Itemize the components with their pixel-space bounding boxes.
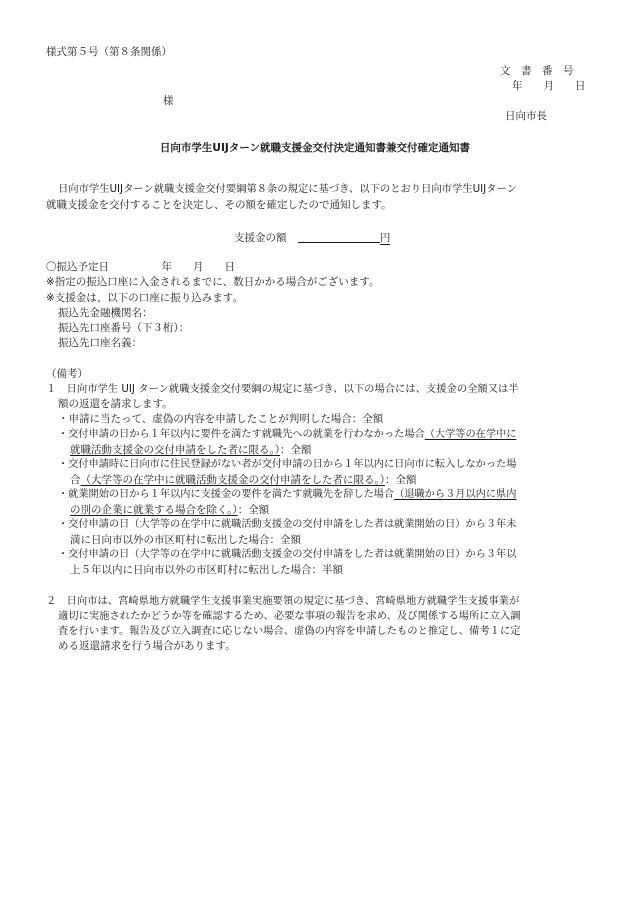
remark-bullet-3-line-1: ・交付申請時に日向市に住民登録がない者が交付申請の日から１年以内に日向市に転入しなかった場 bbox=[58, 459, 517, 470]
recipient-suffix: 様 bbox=[163, 95, 174, 107]
bullet-4-condition: （退職から３月以内に県内 bbox=[394, 489, 517, 500]
remark-bullet-4-line-1 bbox=[58, 488, 516, 502]
amount-blank bbox=[298, 230, 380, 243]
issuer-name: 日向市長 bbox=[505, 110, 547, 122]
form-number: 様式第５号（第８条関係） bbox=[46, 46, 172, 58]
transfer-note-1: ※指定の振込口座に入金されるまでに、数日かかる場合がございます。 bbox=[46, 276, 380, 288]
bullet-4-condition-cont: の別の企業に就業する場合を除く。） bbox=[70, 504, 238, 516]
remark-bullet-6-line-2: 上５年以内に日向市以外の市区町村に転出した場合：半額 bbox=[70, 564, 343, 576]
remark-bullet-3-line-2 bbox=[70, 473, 417, 487]
remark-bullet-2-line-2 bbox=[70, 443, 312, 457]
remark-bullet-1: ・申請に当たって、虚偽の内容を申請したことが判明した場合：全額 bbox=[58, 413, 384, 425]
bullet-2-result: ：全額 bbox=[280, 444, 312, 456]
bullet-3-text: 合 bbox=[70, 474, 81, 486]
remark-1-line-1: １ 日向市学生 UIJ ターン就職支援金交付要綱の規定に基づき、以下の場合には、支援金の全額又は半 bbox=[46, 383, 519, 395]
bank-name-label: 振込先金融機関名： bbox=[58, 307, 153, 319]
remark-2-line-1: ２ 日向市は、宮崎県地方就職学生支援事業実施要領の規定に基づき、宮崎県地方就職学生支援事業が bbox=[46, 595, 520, 607]
bullet-4-result: ：全額 bbox=[237, 504, 270, 516]
amount-unit: 円 bbox=[379, 232, 391, 244]
document-number-label: 文 書 番 号 bbox=[500, 65, 574, 77]
account-holder-label: 振込先口座名義： bbox=[58, 337, 142, 349]
remark-bullet-5-line-1: ・交付申請の日（大学等の在学中に就職活動支援金の交付申請をした者は就業開始の日）から３年未 bbox=[58, 519, 517, 530]
transfer-schedule: 〇振込予定日 年 月 日 bbox=[46, 261, 235, 273]
amount-row bbox=[234, 230, 390, 245]
account-number-label: 振込先口座番号（下３桁）： bbox=[58, 322, 190, 334]
bullet-3-condition: （大学等の在学中に就職活動支援金の交付申請をした者に限る。） bbox=[80, 474, 385, 486]
bullet-2-condition: （大学等の在学中に bbox=[424, 429, 517, 440]
remark-bullet-5-line-2: 満に日向市以外の市区町村に転出した場合：全額 bbox=[70, 534, 301, 546]
amount-label: 支援金の額 bbox=[234, 232, 287, 244]
remark-bullet-2-line-1 bbox=[58, 428, 516, 442]
remark-bullet-4-line-2 bbox=[70, 503, 269, 517]
remark-bullet-6-line-1: ・交付申請の日（大学等の在学中に就職活動支援金の交付申請をした者は就業開始の日）から３年以 bbox=[58, 549, 517, 560]
bullet-2-condition-cont: 就職活動支援金の交付申請をした者に限る。） bbox=[70, 444, 280, 456]
body-line-1: 日向市学生UIJターン就職支援金交付要綱第８条の規定に基づき、以下のとおり日向市学生UIJターン bbox=[58, 183, 517, 195]
bullet-3-result: ：全額 bbox=[385, 474, 417, 486]
date-label: 年 月 日 bbox=[512, 80, 586, 92]
bullet-4-text: ・就業開始の日から１年以内に支援金の要件を満たす就職先を辞した場合 bbox=[58, 489, 395, 500]
document-title: 日向市学生UIJターン就職支援金交付決定通知書兼交付確定通知書 bbox=[159, 142, 471, 154]
remark-2-line-3: 査を行います。報告及び立入調査に応じない場合、虚偽の内容を申請したものと推定し、備考１に定 bbox=[58, 625, 521, 637]
bullet-2-text: ・交付申請の日から１年以内に要件を満たす就職先への就業を行わなかった場合 bbox=[58, 429, 425, 440]
remark-2-line-2: 適切に実施されたかどうか等を確認するため、必要な事項の報告を求め、及び関係する場所に立入調 bbox=[58, 610, 521, 622]
remark-2-line-4: める返還請求を行う場合があります。 bbox=[58, 640, 236, 652]
body-line-2: 就職支援金を交付することを決定し、その額を確定したので通知します。 bbox=[46, 199, 392, 211]
remark-1-line-2: 額の返還を請求します。 bbox=[58, 398, 173, 410]
remarks-heading: （備考） bbox=[46, 368, 88, 380]
transfer-note-2: ※支援金は、以下の口座に振り込みます。 bbox=[46, 292, 243, 304]
